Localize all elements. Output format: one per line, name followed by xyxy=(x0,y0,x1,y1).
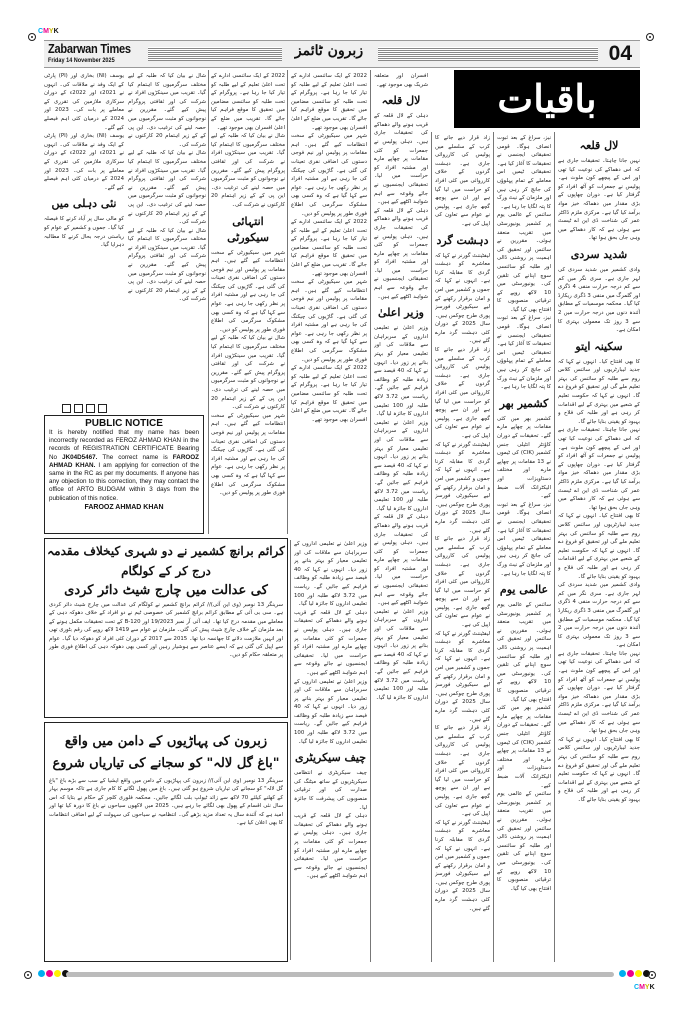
article-text: شال نے بیان کیا کہ طلبہ کے لیے مختلف سرگرمیوں کا اہتمام کیا گیا۔ تقریب میں سینکڑوں افراد نے شرکت کی اور ثقافتی پروگرام پیش کیے گئے۔ مقررین نے نوجوانوں کو مثبت سرگرمیوں میں حصہ لینے کی ترغیب دی۔ این پی کے کے زیر اہتمام 20 کارکنوں نے شرکت کی۔ xyxy=(128,73,206,148)
registration-mark-bottom-right xyxy=(648,971,656,979)
article-text: 2022 کے ایک سائنسی ادارے کے تحت اعلیٰ تعلیم کے لیے طلبہ کو تیار کیا جا رہا ہے۔ پروگرام کے تحت طلبہ کو سائنسی مضامین میں تحقیق کا موقع فراہم کیا جائے گا۔ تقریب میں ضلع کے اعلیٰ افسران بھی موجود تھے۔ xyxy=(291,73,367,131)
column-divider xyxy=(370,70,371,962)
article-text: کا بھی افتتاح کیا۔ انہوں نے کہا کہ جدید لیبارٹریوں اور سائنس کلاس روم سے طلبہ کو سائنس کی بہتر تعلیم ملے گی اور تحقیق کو فروغ دے گا۔ انہوں نے کہا کہ حکومت تعلیم کے شعبے میں بہتری کے لیے اقدامات کر رہی ہے اور طلبہ کی فلاح و بہبود کو یقینی بنایا جائے گا۔ xyxy=(558,736,640,803)
page-number: 04 xyxy=(608,42,632,65)
article-text: وادی کشمیر میں شدید سردی کی لہر جاری ہے۔ سری نگر میں کم سے کم درجہ حرارت منفی 4 ڈگری اور گلمرگ میں منفی 3 ڈگری ریکارڈ کیا گیا۔ محکمہ موسمیات کے مطابق آئندہ دنوں میں درجہ حرارت میں 2 سے 3 روز تک معمولی بہتری کا امکان ہے۔ xyxy=(558,266,640,334)
article-text: دہلی کے لال قلعہ کے قریب ہونے والے دھماکے کی تحقیقات جاری ہیں۔ دہلی پولیس نے جمعرات کو کئی مقامات پر چھاپے مارے اور مشتبہ افراد کو حراست میں لیا۔ تحقیقاتی ایجنسیوں نے جائے وقوعہ سے اہم شواہد اکٹھے کیے ہیں۔ xyxy=(294,813,367,880)
article-text: نہیں جانا چاہتا۔ تحقیقات جاری ہے کہ اس دھماکے کی نوعیت کیا تھی اور اس کے پیچھے کون ملوث ہے۔ پولیس نے جمعرات کو آٹھ افراد کو گرفتار کیا ہے۔ دوران چھاپوں کے بڑی مقدار میں دھماکہ خیز مواد برآمد کیا گیا ہے۔ مرکزی ملزم ڈاکٹر عمر کی شناخت ڈی این اے ٹیسٹ سے ہوئی ہے کہ کار دھماکے میں وہی جاں بحق ہوا تھا۔ xyxy=(558,650,640,735)
article-text: زاد قرار دیے جانے کا کرب کے سلسلے میں پولیس کی کارروائی جاری ہے۔ دہشت گردوں کے خلاف کارروائی میں کئی افراد کو حراست میں لیا گیا ہے اور ان سے پوچھ گچھ جاری ہے۔ پولیس نے عوام سے تعاون کی اپیل کی ہے۔ xyxy=(435,135,490,227)
notice-signature: FAROOZ AHMAD KHAN xyxy=(84,503,164,511)
subheading: انتہائی سیکورٹی xyxy=(227,214,269,244)
print-strip xyxy=(66,972,614,977)
color-bar-right xyxy=(619,970,650,977)
newspaper-title-urdu: زبرون ٹائمز xyxy=(294,43,364,59)
article-text: زاد قرار دیے جانے کا کرب کے سلسلے میں پولیس کی کارروائی جاری ہے۔ دہشت گردوں کے خلاف کارروائی میں کئی افراد کو حراست میں لیا گیا ہے اور ان سے پوچھ گچھ جاری ہے۔ پولیس نے عوام سے تعاون کی اپیل کی ہے۔ xyxy=(435,347,490,439)
subheading: دہشت گرد xyxy=(436,233,489,247)
column-divider xyxy=(287,70,288,534)
article-text: شال نے بیان کیا کہ طلبہ کے لیے مختلف سرگرمیوں کا اہتمام کیا گیا۔ تقریب میں سینکڑوں افراد نے شرکت کی اور ثقافتی پروگرام پیش کیے گئے۔ مقررین نے نوجوانوں کو مثبت سرگرمیوں میں حصہ لینے کی ترغیب دی۔ این پی کے کے زیر اہتمام 20 کارکنوں نے شرکت کی۔ xyxy=(128,227,206,303)
color-bar-left xyxy=(38,970,69,977)
decorative-lines-right xyxy=(378,47,598,61)
subheading: چیف سیکریٹری xyxy=(294,751,367,765)
column-divider xyxy=(554,132,555,962)
story-headline: کی عدالت میں چارج شیٹ دائر کردی xyxy=(64,583,268,598)
notice-body: It is hereby notified that my name has been incorrectly recorded as FEROZ AHMAD KHAN in the records of REGISTRATION CERTIFICATE Bearing No xyxy=(49,429,199,461)
article-text: لیفٹیننٹ گورنر نے کہا کہ معاشرے کو دہشت گردی کا مقابلہ کرنا ہے۔ انہوں نے کہا کہ جموں و کشمیر میں امن و امان برقرار رکھنے کے لیے سیکیورٹی فورسز پوری طرح چوکس ہیں۔ سال 2025 کے دوران کئی دہشت گرد مارے گئے ہیں۔ xyxy=(435,252,490,345)
article-text: شال نے بیان کیا کہ طلبہ کے لیے مختلف سرگرمیوں کا اہتمام کیا گیا۔ تقریب میں سینکڑوں افراد نے شرکت کی اور ثقافتی پروگرام پیش کیے گئے۔ مقررین نے نوجوانوں کو مثبت سرگرمیوں میں حصہ لینے کی ترغیب دی۔ این پی کے کے زیر اہتمام 20 کارکنوں نے شرکت کی۔ xyxy=(211,133,285,208)
subheading: لال قلعہ xyxy=(381,94,421,108)
issue-date: Friday 14 November 2025 xyxy=(48,57,115,64)
article-text: نہیں جانا چاہتا۔ تحقیقات جاری ہے کہ اس دھماکے کی نوعیت کیا تھی اور اس کے پیچھے کون ملوث ہے۔ پولیس نے جمعرات کو آٹھ افراد کو گرفتار کیا ہے۔ دوران چھاپوں کے بڑی مقدار میں دھماکہ خیز مواد برآمد کیا گیا ہے۔ مرکزی ملزم ڈاکٹر عمر کی شناخت ڈی این اے ٹیسٹ سے ہوئی ہے کہ کار دھماکے میں وہی جاں بحق ہوا تھا۔ xyxy=(558,158,640,242)
news-story-crime-branch xyxy=(44,538,288,718)
cmyk-label-bottom: CMYK xyxy=(634,984,655,991)
article-column-4 xyxy=(374,72,428,962)
article-text: افسران اور متعلقہ شریک بھی موجود تھے۔ xyxy=(374,73,428,88)
article-text: نیز، سراغ کے بعد ثبوت انصاف ہوگا۔ قومی تحقیقاتی ایجنسی نے تحقیقات کا آغاز کیا ہے۔ تحقیقاتی ٹیمیں اس معاملے کے تمام پہلوؤں کی جانچ کر رہی ہیں اور ملزمان کے نیٹ ورک کا پتہ لگایا جا رہا ہے۔ xyxy=(497,501,551,577)
article-text: چیف سیکریٹری نے انتظامی سیکریٹریوں کے ساتھ میٹنگ کی صدارت کی اور ترقیاتی منصوبوں کی پیشرفت کا جائزہ لیا۔ xyxy=(294,770,367,811)
registration-mark-top-left xyxy=(28,33,36,41)
article-text: شال نے بیان کیا کہ طلبہ کے لیے مختلف سرگرمیوں کا اہتمام کیا گیا۔ تقریب میں سینکڑوں افراد نے شرکت کی اور ثقافتی پروگرام پیش کیے گئے۔ مقررین نے نوجوانوں کو مثبت سرگرمیوں میں حصہ لینے کی ترغیب دی۔ این پی کے کے زیر اہتمام 20 کارکنوں نے شرکت کی۔ xyxy=(211,335,285,411)
notice-body: The correct name is xyxy=(102,453,168,461)
cmyk-label-top: CMYK xyxy=(38,28,59,35)
article-text: کا بھی افتتاح کیا۔ انہوں نے کہا کہ جدید لیبارٹریوں اور سائنس کلاس روم سے طلبہ کو سائنس کی بہتر تعلیم ملے گی اور تحقیق کو فروغ دے گا۔ انہوں نے کہا کہ حکومت تعلیم کے شعبے میں بہتری کے لیے اقدامات کر رہی ہے اور طلبہ کی فلاح و بہبود کو یقینی بنایا جائے گا۔ xyxy=(558,358,640,425)
notice-body: I am applying for correction of the same in the RC as per my documents. If anyone has any objection to this correction, they may contact the office of ARTO BUDGAM within 3 days from the publication of this notice. xyxy=(49,461,200,502)
article-column-7 xyxy=(128,72,206,402)
article-text: دہلی کے لال قلعہ کے قریب ہونے والے دھماکے کی تحقیقات جاری ہیں۔ دہلی پولیس نے جمعرات کو کئی مقامات پر چھاپے مارے اور مشتبہ افراد کو حراست میں لیا۔ تحقیقاتی ایجنسیوں نے جائے وقوعہ سے اہم شواہد اکٹھے کیے ہیں۔ xyxy=(374,207,428,300)
column-divider xyxy=(208,70,209,534)
article-text: لیفٹیننٹ گورنر نے کہا کہ معاشرے کو دہشت گردی کا مقابلہ کرنا ہے۔ انہوں نے کہا کہ جموں و کشمیر میں امن و امان برقرار رکھنے کے لیے سیکیورٹی فورسز پوری طرح چوکس ہیں۔ سال 2025 کے دوران کئی دہشت گرد مارے گئے ہیں۔ xyxy=(435,819,490,912)
notice-reg-number: JK04D5467. xyxy=(62,453,98,461)
ad-checkboxes xyxy=(62,404,107,413)
article-text: سائنس کے عالمی یوم پر کشمیر یونیورسٹی میں تقریب منعقد ہوئی۔ مقررین نے سائنس اور تحقیق کی اہمیت پر روشنی ڈالی اور طلبہ کو سائنسی سوچ اپنانے کی تلقین کی۔ یونیورسٹی میں 10 لاکھ روپے کے ترقیاتی منصوبوں کا افتتاح بھی کیا گیا۔ xyxy=(497,212,551,313)
story-headline: "باغ گل لالہ" کو سجانے کی تیاریاں شروع xyxy=(52,756,280,771)
article-text: لیفٹیننٹ گورنر نے کہا کہ معاشرے کو دہشت گردی کا مقابلہ کرنا ہے۔ انہوں نے کہا کہ جموں و کشمیر میں امن و امان برقرار رکھنے کے لیے سیکیورٹی فورسز پوری طرح چوکس ہیں۔ سال 2025 کے دوران کئی دہشت گرد مارے گئے ہیں۔ xyxy=(435,630,490,723)
article-text: سائنس کے عالمی یوم پر کشمیر یونیورسٹی میں تقریب منعقد ہوئی۔ مقررین نے سائنس اور تحقیق کی اہمیت پر روشنی ڈالی اور طلبہ کو سائنسی سوچ اپنانے کی تلقین کی۔ یونیورسٹی میں 10 لاکھ روپے کے ترقیاتی منصوبوں کا افتتاح بھی کیا گیا۔ xyxy=(497,602,551,703)
article-text: وزیر اعلیٰ نے تعلیمی اداروں کے سربراہان سے ملاقات کی اور تعلیمی معیار کو بہتر بنانے پر زور دیا۔ انہوں نے کہا کہ 40 فیصد سے زیادہ طلبہ کو وظائف فراہم کیے جائیں گے۔ ریاست میں 3.72 لاکھ طلبہ اور 100 تعلیمی اداروں کا جائزہ لیا گیا۔ xyxy=(374,608,428,701)
column-divider xyxy=(493,132,494,962)
article-text: شہر میں سیکیورٹی کے سخت انتظامات کیے گئے ہیں۔ اہم مقامات پر پولیس اور نیم فوجی دستوں کی اضافی نفری تعینات کی گئی ہے۔ گاڑیوں کی چیکنگ کی جا رہی ہے اور مشتبہ افراد پر نظر رکھی جا رہی ہے۔ عوام سے کہا گیا ہے کہ وہ کسی بھی مشکوک سرگرمی کی اطلاع فوری طور پر پولیس کو دیں۔ xyxy=(211,249,285,333)
article-text: دہلی کے لال قلعہ کے قریب ہونے والے دھماکے کی تحقیقات جاری ہیں۔ دہلی پولیس نے جمعرات کو کئی مقامات پر چھاپے مارے اور مشتبہ افراد کو حراست میں لیا۔ تحقیقاتی ایجنسیوں نے جائے وقوعہ سے اہم شواہد اکٹھے کیے ہیں۔ xyxy=(294,609,367,676)
article-text: وزیر اعلیٰ نے تعلیمی اداروں کے سربراہان سے ملاقات کی اور تعلیمی معیار کو بہتر بنانے پر زور دیا۔ انہوں نے کہا کہ 40 فیصد سے زیادہ طلبہ کو وظائف فراہم کیے جائیں گے۔ ریاست میں 3.72 لاکھ طلبہ اور 100 تعلیمی اداروں کا جائزہ لیا گیا۔ xyxy=(294,541,367,608)
article-column-1 xyxy=(558,134,640,962)
article-text: سائنس کے عالمی یوم پر کشمیر یونیورسٹی میں تقریب منعقد ہوئی۔ مقررین نے سائنس اور تحقیق کی اہمیت پر روشنی ڈالی اور طلبہ کو سائنسی سوچ اپنانے کی تلقین کی۔ یونیورسٹی میں 10 لاکھ روپے کے ترقیاتی منصوبوں کا افتتاح بھی کیا گیا۔ xyxy=(497,791,551,892)
notice-correct-name: FAROOZ AHMAD KHAN. xyxy=(49,453,200,469)
public-notice xyxy=(44,415,204,534)
subheading: کشمیر بھر xyxy=(499,396,549,410)
article-text: زاد قرار دیے جانے کا کرب کے سلسلے میں پولیس کی کارروائی جاری ہے۔ دہشت گردوں کے خلاف کارروائی میں کئی افراد کو حراست میں لیا گیا ہے اور ان سے پوچھ گچھ جاری ہے۔ پولیس نے عوام سے تعاون کی اپیل کی ہے۔ xyxy=(435,725,490,818)
article-text: دہلی کے لال قلعہ کے قریب ہونے والے دھماکے کی تحقیقات جاری ہیں۔ دہلی پولیس نے جمعرات کو کئی مقامات پر چھاپے مارے اور مشتبہ افراد کو حراست میں لیا۔ تحقیقاتی ایجنسیوں نے جائے وقوعہ سے اہم شواہد اکٹھے کیے ہیں۔ xyxy=(374,514,428,607)
article-text: وزیر اعلیٰ نے تعلیمی اداروں کے سربراہان سے ملاقات کی اور تعلیمی معیار کو بہتر بنانے پر زور دیا۔ انہوں نے کہا کہ 40 فیصد سے زیادہ طلبہ کو وظائف فراہم کیے جائیں گے۔ ریاست میں 3.72 لاکھ طلبہ اور 100 تعلیمی اداروں کا جائزہ لیا گیا۔ xyxy=(294,678,367,745)
subheading: عالمی یوم xyxy=(499,583,549,597)
section-banner: باقیات xyxy=(454,70,640,128)
story-body: سرینگر 13 نومبر (وی این آئی)// کرائم برانچ کشمیر نے کولگام کی عدالت میں چارج شیٹ دائر کردی ہے۔ سی بی آئی کے مطابق کرائم برانچ کشمیر کی خصوصی ٹیم نے دو افراد کے خلاف دھوکہ دہی کے معاملے میں مقدمہ درج کیا تھا۔ ایف آئی آر نمبر 19/2023 اور 120-B کے تحت تحقیقات مکمل ہونے کے بعد ملزمان کے خلاف چارج شیٹ پیش کی گئی۔ ملزمان نے عوام سے 1419 لاکھ روپے کی رقم بٹوری تھی اور انہیں ملازمت دلانے کا جھانسہ دیا تھا۔ 2015 سے 2017 کے دوران کئی افراد کو دھوکہ دیا گیا۔ عوام سے اپیل کی گئی ہے کہ ایسے عناصر سے ہوشیار رہیں اور کسی بھی دھوکہ دہی کی اطلاع فوری طور پر متعلقہ حکام کو دیں۔ xyxy=(49,602,284,659)
column-divider xyxy=(431,132,432,962)
article-text: 2022 کے ایک سائنسی ادارے کے تحت اعلیٰ تعلیم کے لیے طلبہ کو تیار کیا جا رہا ہے۔ پروگرام کے تحت طلبہ کو سائنسی مضامین میں تحقیق کا موقع فراہم کیا جائے گا۔ تقریب میں ضلع کے اعلیٰ افسران بھی موجود تھے۔ xyxy=(211,73,285,131)
notice-title: PUBLIC NOTICE xyxy=(85,418,163,429)
article-column-6 xyxy=(211,72,285,534)
newspaper-title: Zabarwan Times xyxy=(48,41,131,56)
story-headline: زبرون کی پہاڑیوں کے دامن میں واقع xyxy=(64,734,268,749)
registration-mark-top-right xyxy=(646,33,654,41)
column-divider xyxy=(290,540,291,960)
article-text: شہر میں سیکیورٹی کے سخت انتظامات کیے گئے ہیں۔ اہم مقامات پر پولیس اور نیم فوجی دستوں کی اضافی نفری تعینات کی گئی ہے۔ گاڑیوں کی چیکنگ کی جا رہی ہے اور مشتبہ افراد پر نظر رکھی جا رہی ہے۔ عوام سے کہا گیا ہے کہ وہ کسی بھی مشکوک سرگرمی کی اطلاع فوری طور پر پولیس کو دیں۔ xyxy=(211,412,285,497)
article-text: دہلی کے لال قلعہ کے قریب ہونے والے دھماکے کی تحقیقات جاری ہیں۔ دہلی پولیس نے جمعرات کو کئی مقامات پر چھاپے مارے اور مشتبہ افراد کو حراست میں لیا۔ تحقیقاتی ایجنسیوں نے جائے وقوعہ سے اہم شواہد اکٹھے کیے ہیں۔ xyxy=(374,113,428,206)
article-text: کو مالی سال پر آباد کرنے کا فیصلہ کیا گیا۔ جموں و کشمیر کے عوام کو ریاستی درجہ بحال کرنے کا مطالبہ دہرایا گیا۔ xyxy=(44,216,124,249)
article-text: 2022 کے ایک سائنسی ادارے کے تحت اعلیٰ تعلیم کے لیے طلبہ کو تیار کیا جا رہا ہے۔ پروگرام کے تحت طلبہ کو سائنسی مضامین میں تحقیق کا موقع فراہم کیا جائے گا۔ تقریب میں ضلع کے اعلیٰ افسران بھی موجود تھے۔ xyxy=(291,365,367,423)
story-headline: کرائم برانچ کشمیر نے دو شہری کیخلاف مقدمہ درج کر کے کولگام xyxy=(47,544,285,578)
subheading: نئی دہلی میں xyxy=(51,197,117,211)
article-text: نہیں جانا چاہتا۔ تحقیقات جاری ہے کہ اس دھماکے کی نوعیت کیا تھی اور اس کے پیچھے کون ملوث ہے۔ پولیس نے جمعرات کو آٹھ افراد کو گرفتار کیا ہے۔ دوران چھاپوں کے بڑی مقدار میں دھماکہ خیز مواد برآمد کیا گیا ہے۔ مرکزی ملزم ڈاکٹر عمر کی شناخت ڈی این اے ٹیسٹ سے ہوئی ہے کہ کار دھماکے میں وہی جاں بحق ہوا تھا۔ xyxy=(558,427,640,511)
subheading: لال قلعہ xyxy=(579,139,619,152)
article-text: وزیر اعلیٰ نے تعلیمی اداروں کے سربراہان سے ملاقات کی اور تعلیمی معیار کو بہتر بنانے پر زور دیا۔ انہوں نے کہا کہ 40 فیصد سے زیادہ طلبہ کو وظائف فراہم کیے جائیں گے۔ ریاست میں 3.72 لاکھ طلبہ اور 100 تعلیمی اداروں کا جائزہ لیا گیا۔ xyxy=(374,325,428,418)
registration-mark-bottom-left xyxy=(24,971,32,979)
subheading: شدید سردی xyxy=(570,247,628,261)
article-text: نیز، سراغ کے بعد ثبوت انصاف ہوگا۔ قومی تحقیقاتی ایجنسی نے تحقیقات کا آغاز کیا ہے۔ تحقیقاتی ٹیمیں اس معاملے کے تمام پہلوؤں کی جانچ کر رہی ہیں اور ملزمان کے نیٹ ورک کا پتہ لگایا جا رہا ہے۔ xyxy=(497,135,551,210)
article-column-2 xyxy=(497,134,551,962)
article-text: یوسف (NI) بخاری اور (PI) پارٹی کے ایک وفد نے ملاقات کی۔ انہوں نے 2021ء اور 2022ء کے دوران سرکاری ملازمین کی تقرری کے معاملے پر بات کی۔ 2023 اور 2024 کے درمیان کئی اہم فیصلے کیے گئے۔ xyxy=(44,73,124,131)
article-text: شہر میں سیکیورٹی کے سخت انتظامات کیے گئے ہیں۔ اہم مقامات پر پولیس اور نیم فوجی دستوں کی اضافی نفری تعینات کی گئی ہے۔ گاڑیوں کی چیکنگ کی جا رہی ہے اور مشتبہ افراد پر نظر رکھی جا رہی ہے۔ عوام سے کہا گیا ہے کہ وہ کسی بھی مشکوک سرگرمی کی اطلاع فوری طور پر پولیس کو دیں۔ xyxy=(291,133,367,217)
article-column-8 xyxy=(44,72,124,402)
article-column-9 xyxy=(294,540,367,960)
article-column-3 xyxy=(435,134,490,962)
article-text: یوسف (NI) بخاری اور (PI) پارٹی کے ایک وفد نے ملاقات کی۔ انہوں نے 2021ء اور 2022ء کے دوران سرکاری ملازمین کی تقرری کے معاملے پر بات کی۔ 2023 اور 2024 کے درمیان کئی اہم فیصلے کیے گئے۔ xyxy=(44,133,124,191)
article-text: کا بھی افتتاح کیا۔ انہوں نے کہا کہ جدید لیبارٹریوں اور سائنس کلاس روم سے طلبہ کو سائنس کی بہتر تعلیم ملے گی اور تحقیق کو فروغ دے گا۔ انہوں نے کہا کہ حکومت تعلیم کے شعبے میں بہتری کے لیے اقدامات کر رہی ہے اور طلبہ کی فلاح و بہبود کو یقینی بنایا جائے گا۔ xyxy=(558,513,640,580)
decorative-lines-left xyxy=(148,47,282,61)
article-text: شال نے بیان کیا کہ طلبہ کے لیے مختلف سرگرمیوں کا اہتمام کیا گیا۔ تقریب میں سینکڑوں افراد نے شرکت کی اور ثقافتی پروگرام پیش کیے گئے۔ مقررین نے نوجوانوں کو مثبت سرگرمیوں میں حصہ لینے کی ترغیب دی۔ این پی کے کے زیر اہتمام 20 کارکنوں نے شرکت کی۔ xyxy=(128,150,206,226)
masthead xyxy=(44,40,640,68)
article-column-5 xyxy=(291,72,367,534)
story-body: سرینگر 13 نومبر (وی این آئی)// زبرون کی پہاڑیوں کے دامن میں واقع ایشیا کے سب سے بڑے باغ "باغ گل لالہ" کو سجانے کی تیاریاں شروع ہو گئی ہیں۔ باغ میں پھول لگانے کا کام جاری ہے تاکہ موسم بہار کے کھلنے کیلئے 70 لاکھ سے زائد ٹیولپ بلب لگائے جائیں۔ محکمہ فلوری کلچر کے حکام نے بتایا کہ اس سال نئی اقسام کے پھول بھی لگائے جا رہے ہیں۔ 2025 میں لاکھوں سیاحوں نے باغ کا دورہ کیا تھا اور امید ہے کہ آئندہ سال یہ تعداد مزید بڑھے گی۔ انتظامیہ نے سیاحوں کی سہولت کے لیے اضافی انتظامات کا بھی اعلان کیا ہے۔ xyxy=(49,778,284,827)
article-text: وزیر اعلیٰ نے تعلیمی اداروں کے سربراہان سے ملاقات کی اور تعلیمی معیار کو بہتر بنانے پر زور دیا۔ انہوں نے کہا کہ 40 فیصد سے زیادہ طلبہ کو وظائف فراہم کیے جائیں گے۔ ریاست میں 3.72 لاکھ طلبہ اور 100 تعلیمی اداروں کا جائزہ لیا گیا۔ xyxy=(374,419,428,512)
article-text: زاد قرار دیے جانے کا کرب کے سلسلے میں پولیس کی کارروائی جاری ہے۔ دہشت گردوں کے خلاف کارروائی میں کئی افراد کو حراست میں لیا گیا ہے اور ان سے پوچھ گچھ جاری ہے۔ پولیس نے عوام سے تعاون کی اپیل کی ہے۔ xyxy=(435,536,490,629)
subheading: وزیر اعلیٰ xyxy=(377,306,424,320)
article-text: شہر میں سیکیورٹی کے سخت انتظامات کیے گئے ہیں۔ اہم مقامات پر پولیس اور نیم فوجی دستوں کی اضافی نفری تعینات کی گئی ہے۔ گاڑیوں کی چیکنگ کی جا رہی ہے اور مشتبہ افراد پر نظر رکھی جا رہی ہے۔ عوام سے کہا گیا ہے کہ وہ کسی بھی مشکوک سرگرمی کی اطلاع فوری طور پر پولیس کو دیں۔ xyxy=(291,279,367,363)
article-text: کشمیر بھر میں کئی مقامات پر چھاپے مارے گئے۔ تحقیقات کے دوران کاؤنٹر انٹیلی جنس کشمیر (CIK) کی ٹیموں نے 13 مقامات پر چھاپے مارے اور مختلف دستاویزات اور الیکٹرانک آلات ضبط کیے۔ xyxy=(497,415,551,500)
subheading: سکینہ ایتو xyxy=(575,339,623,353)
news-story-tulip-garden xyxy=(44,722,288,962)
masthead-left xyxy=(48,42,145,65)
article-text: نیز، سراغ کے بعد ثبوت انصاف ہوگا۔ قومی تحقیقاتی ایجنسی نے تحقیقات کا آغاز کیا ہے۔ تحقیقاتی ٹیمیں اس معاملے کے تمام پہلوؤں کی جانچ کر رہی ہیں اور ملزمان کے نیٹ ورک کا پتہ لگایا جا رہا ہے۔ xyxy=(497,315,551,391)
article-text: 2022 کے ایک سائنسی ادارے کے تحت اعلیٰ تعلیم کے لیے طلبہ کو تیار کیا جا رہا ہے۔ پروگرام کے تحت طلبہ کو سائنسی مضامین میں تحقیق کا موقع فراہم کیا جائے گا۔ تقریب میں ضلع کے اعلیٰ افسران بھی موجود تھے۔ xyxy=(291,219,367,277)
article-text: کشمیر بھر میں کئی مقامات پر چھاپے مارے گئے۔ تحقیقات کے دوران کاؤنٹر انٹیلی جنس کشمیر (CIK) کی ٹیموں نے 13 مقامات پر چھاپے مارے اور مختلف دستاویزات اور الیکٹرانک آلات ضبط کیے۔ xyxy=(497,705,551,789)
article-text: وادی کشمیر میں شدید سردی کی لہر جاری ہے۔ سری نگر میں کم سے کم درجہ حرارت منفی 4 ڈگری اور گلمرگ میں منفی 3 ڈگری ریکارڈ کیا گیا۔ محکمہ موسمیات کے مطابق آئندہ دنوں میں درجہ حرارت میں 2 سے 3 روز تک معمولی بہتری کا امکان ہے۔ xyxy=(558,582,640,649)
article-text: لیفٹیننٹ گورنر نے کہا کہ معاشرے کو دہشت گردی کا مقابلہ کرنا ہے۔ انہوں نے کہا کہ جموں و کشمیر میں امن و امان برقرار رکھنے کے لیے سیکیورٹی فورسز پوری طرح چوکس ہیں۔ سال 2025 کے دوران کئی دہشت گرد مارے گئے ہیں۔ xyxy=(435,441,490,534)
